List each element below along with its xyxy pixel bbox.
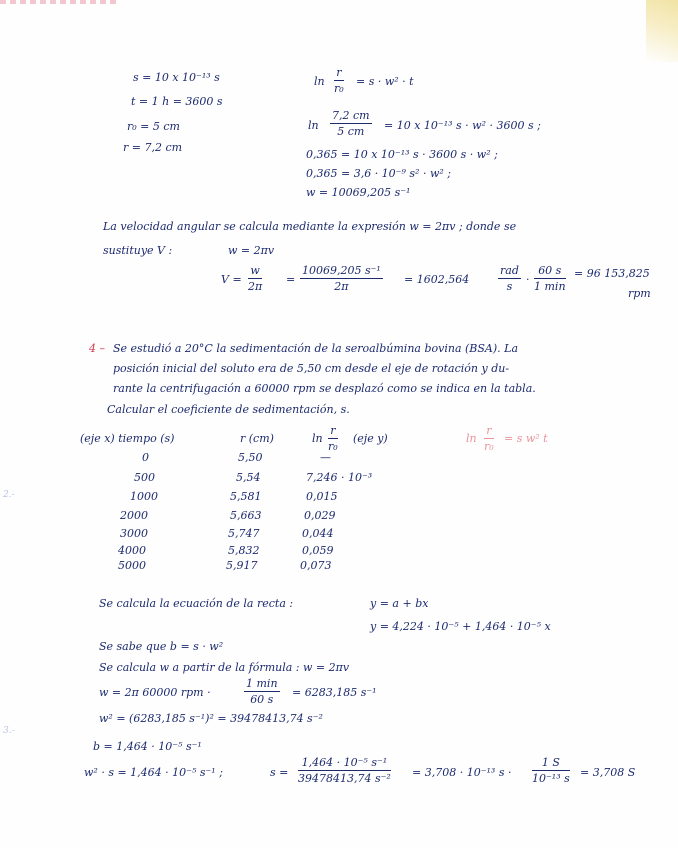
row-3-ln: 0,029 xyxy=(304,509,336,522)
v-frac3-num: rad xyxy=(500,264,519,277)
v-frac4 xyxy=(534,264,566,293)
eq4: 0,365 = 3,6 · 10⁻⁹ s² · w² ; xyxy=(306,167,451,180)
row-5-r: 5,832 xyxy=(228,544,260,557)
top-edge-marks xyxy=(0,0,120,4)
calc-final-unit-den: 10⁻¹³ s xyxy=(532,772,570,785)
row-6-time: 5000 xyxy=(118,559,146,572)
margin-mark-2: 2.- xyxy=(3,490,15,500)
v-frac2 xyxy=(300,264,383,293)
row-4-time: 3000 xyxy=(120,527,148,540)
given-r0: r₀ = 5 cm xyxy=(127,120,180,133)
side-note-ln: ln xyxy=(466,432,477,445)
row-4-ln: 0,044 xyxy=(302,527,334,540)
v-frac3-den: s xyxy=(506,280,513,293)
calc-final-frac-den: 39478413,74 s⁻² xyxy=(298,772,391,785)
problem-line3: rante la centrifugación a 60000 rpm se desplazó como se indica en la tabla. xyxy=(113,382,536,395)
row-5-ln: 0,059 xyxy=(302,544,334,557)
v-result: = 96 153,825 xyxy=(574,267,650,280)
row-0-time: 0 xyxy=(142,451,149,464)
para1-line1: La velocidad angular se calcula mediante la expresión w = 2πv ; donde se xyxy=(103,220,517,233)
line-eq-general: y = a + bx xyxy=(370,597,429,610)
calc-w-frac-den: 60 s xyxy=(250,693,274,706)
v-frac1-num: w xyxy=(248,264,262,279)
table-header-time: (eje x) tiempo (s) xyxy=(80,432,175,445)
row-6-r: 5,917 xyxy=(226,559,258,572)
given-r: r = 7,2 cm xyxy=(123,141,183,154)
calc-w2: w² = (6283,185 s⁻¹)² = 39478413,74 s⁻² xyxy=(99,712,323,725)
table-header-ln: ln xyxy=(312,432,323,445)
row-2-ln: 0,015 xyxy=(306,490,338,503)
eq2-rhs: = 10 x 10⁻¹³ s · w² · 3600 s ; xyxy=(384,119,541,132)
calc-final-unit-num: 1 S xyxy=(532,756,570,771)
row-1-time: 500 xyxy=(134,471,155,484)
v-unit: rpm xyxy=(628,287,651,300)
v-dot: · xyxy=(526,273,530,286)
calc-w-frac xyxy=(244,677,280,706)
calc-b-known: Se sabe que b = s · w² xyxy=(99,640,224,653)
para1-line2: sustituye V : xyxy=(103,244,173,257)
row-2-time: 1000 xyxy=(130,490,158,503)
v-frac2-num: 10069,205 s⁻¹ xyxy=(302,264,381,277)
calc-w-lhs: w = 2π 60000 rpm · xyxy=(99,686,211,699)
eq2-num: 7,2 cm xyxy=(332,109,370,122)
calc-final-result: = 3,708 S xyxy=(580,766,636,779)
row-1-r: 5,54 xyxy=(236,471,261,484)
row-1-ln: 7,246 · 10⁻³ xyxy=(306,471,373,484)
margin-mark-3: 3.- xyxy=(3,726,15,736)
given-s: s = 10 x 10⁻¹³ s xyxy=(133,71,220,84)
table-header-frac-den: r₀ xyxy=(328,440,338,453)
side-note-rhs: = s w² t xyxy=(504,432,548,445)
row-0-r: 5,50 xyxy=(238,451,263,464)
eq1-ln: ln xyxy=(314,75,325,88)
v-frac1-den: 2π xyxy=(248,280,263,293)
problem-line2: posición inicial del soluto era de 5,50 cm desde el eje de rotación y du- xyxy=(113,362,510,375)
calc-final-unit-frac xyxy=(532,756,570,785)
table-header-frac xyxy=(328,424,338,453)
row-6-ln: 0,073 xyxy=(300,559,332,572)
row-3-r: 5,663 xyxy=(230,509,262,522)
eq1-rhs: = s · w² · t xyxy=(356,75,414,88)
v-lhs: V = xyxy=(221,273,242,286)
eq2-fraction xyxy=(330,109,372,138)
eq1-fraction xyxy=(334,66,344,95)
eq2-ln: ln xyxy=(308,119,319,132)
row-5-time: 4000 xyxy=(118,544,146,557)
v-frac4-den: 1 min xyxy=(534,280,566,293)
v-frac1 xyxy=(248,264,262,293)
table-header-y: (eje y) xyxy=(353,432,388,445)
v-frac4-num: 60 s xyxy=(534,264,566,279)
v-eq: = xyxy=(286,273,296,286)
line-eq-text: Se calcula la ecuación de la recta : xyxy=(99,597,294,610)
table-header-r: r (cm) xyxy=(240,432,274,445)
row-3-time: 2000 xyxy=(120,509,148,522)
line-eq-fit: y = 4,224 · 10⁻⁵ + 1,464 · 10⁻⁵ x xyxy=(370,620,551,633)
eq1-num: r xyxy=(334,66,344,81)
v-mid: = 1602,564 xyxy=(404,273,470,286)
table-header-frac-num: r xyxy=(328,424,338,439)
para1-formula: w = 2πv xyxy=(228,244,275,257)
calc-final-frac xyxy=(298,756,391,785)
side-note-frac xyxy=(484,424,494,453)
calc-final-frac-num: 1,464 · 10⁻⁵ s⁻¹ xyxy=(298,756,391,771)
eq2-den: 5 cm xyxy=(337,125,365,138)
calc-final-lhs: w² · s = 1,464 · 10⁻⁵ s⁻¹ ; xyxy=(84,766,223,779)
v-frac2-den: 2π xyxy=(334,280,349,293)
row-0-ln: — xyxy=(320,451,331,464)
problem-line4: Calcular el coeficiente de sedimentación, s. xyxy=(107,403,350,416)
calc-w-from: Se calcula w a partir de la fórmula : w = 2πv xyxy=(99,661,350,674)
problem-line1: Se estudió a 20°C la sedimentación de la seroalbúmina bovina (BSA). La xyxy=(113,342,519,355)
calc-final-mid: = 3,708 · 10⁻¹³ s · xyxy=(412,766,512,779)
row-4-r: 5,747 xyxy=(228,527,260,540)
given-t: t = 1 h = 3600 s xyxy=(131,95,223,108)
calc-final-s: s = xyxy=(270,766,289,779)
eq5: w = 10069,205 s⁻¹ xyxy=(306,186,411,199)
calc-b-val: b = 1,464 · 10⁻⁵ s⁻¹ xyxy=(93,740,202,753)
calc-w-frac-num: 1 min xyxy=(246,677,278,690)
side-note-den: r₀ xyxy=(484,440,494,453)
side-note-num: r xyxy=(484,424,494,439)
v-frac3 xyxy=(498,264,521,293)
eq1-den: r₀ xyxy=(334,82,344,95)
paper-corner-stain xyxy=(646,0,678,62)
calc-w-rhs: = 6283,185 s⁻¹ xyxy=(292,686,377,699)
problem-number: 4 – xyxy=(89,342,105,355)
row-2-r: 5,581 xyxy=(230,490,262,503)
eq3: 0,365 = 10 x 10⁻¹³ s · 3600 s · w² ; xyxy=(306,148,498,161)
